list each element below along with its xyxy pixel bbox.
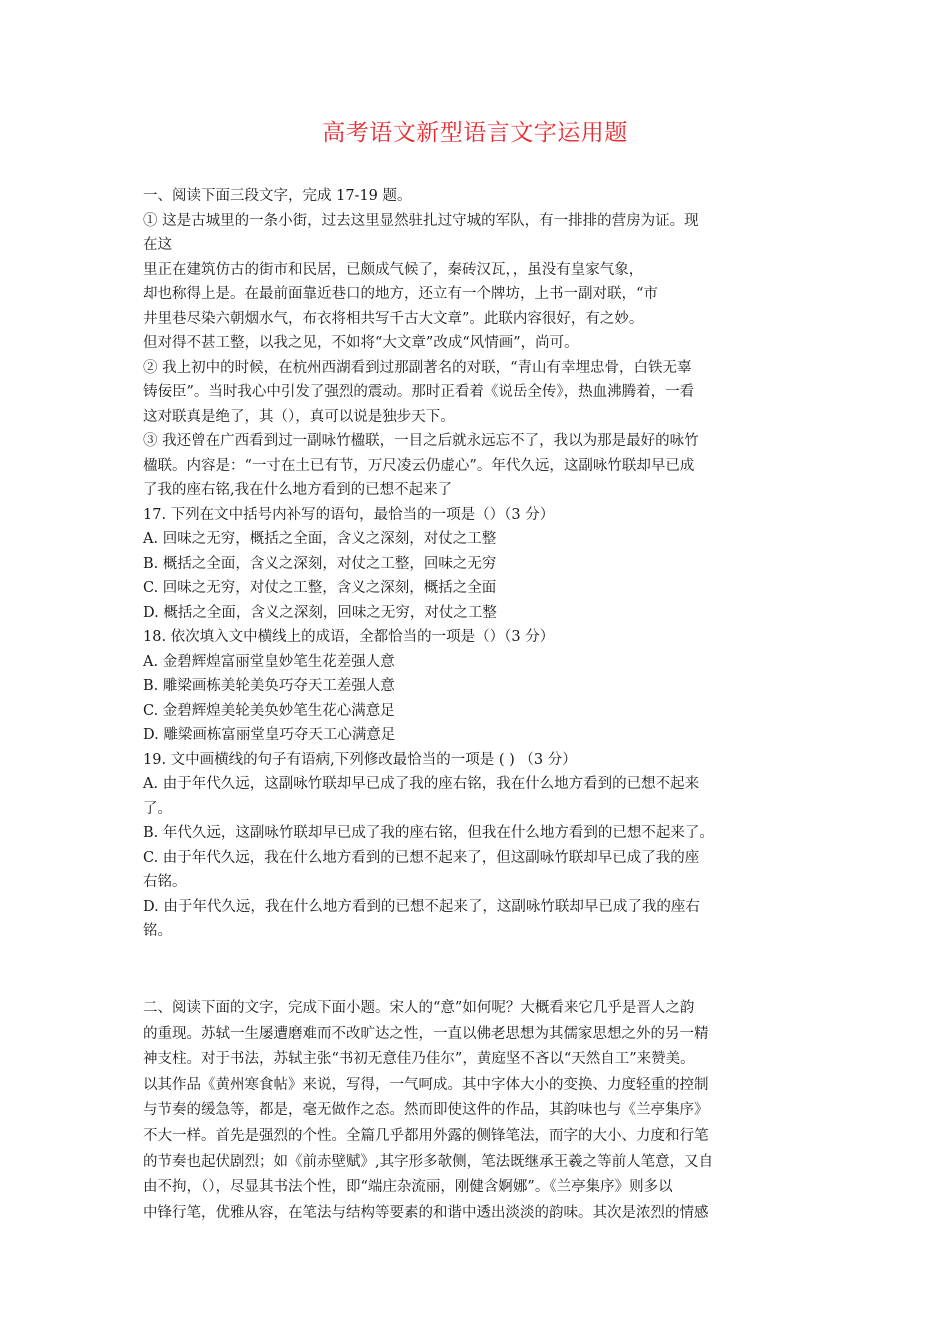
- text-line: C. 回味之无穷，对仗之工整，含义之深刻，概括之全面: [143, 580, 497, 596]
- text-line: 里正在建筑仿古的街市和民居，已颇成气候了，秦砖汉瓦，，虽没有皇家气象，: [143, 261, 644, 278]
- section-one: [143, 184, 823, 944]
- text-line: ② 我上初中的时候，在杭州西湖看到过那副著名的对联，“青山有幸埋忠骨，白铁无辜: [143, 359, 692, 376]
- text-line: 17. 下列在文中括号内补写的语句，最恰当的一项是（）（3 分）: [143, 506, 555, 523]
- text-line: 楹联。内容是：“一寸在土已有节，万尺凌云仍虚心”。年代久远，这副咏竹联却早已成: [143, 457, 695, 474]
- text-line: 神支柱。对于书法，苏轼主张“书初无意佳乃佳尔”，黄庭坚不吝以“天然自工”来赞美。: [143, 1051, 695, 1068]
- text-line: 了。: [143, 800, 172, 817]
- text-line: C. 由于年代久远，我在什么地方看到的已想不起来了，但这副咏竹联却早已成了我的座: [143, 849, 700, 866]
- text-line: 这对联真是绝了，其（），真可以说是独步天下。: [143, 408, 455, 425]
- text-line: ① 这是古城里的一条小街，过去这里显然驻扎过守城的军队，有一排排的营房为证。现: [143, 212, 699, 229]
- text-line: C. 金碧辉煌美轮美奂妙笔生花心满意足: [143, 702, 395, 719]
- text-line: D. 概括之全面，含义之深刻，回味之无穷，对仗之工整: [143, 604, 497, 621]
- text-line: B. 概括之全面，含义之深刻，对仗之工整，回味之无穷: [143, 555, 497, 572]
- text-line: 铸佞臣”。当时我心中引发了强烈的震动。那时正看着《说岳全传》，热血沸腾着，一看: [143, 384, 695, 400]
- text-line: 与节奏的缓急等，都是，毫无做作之态。然而即使这件的作品，其韵味也与《兰亭集序》: [143, 1102, 709, 1119]
- text-line: 的节奏也起伏剧烈；如《前赤壁赋》,其字形多欹侧，笔法既继承王羲之等前人笔意，又自: [143, 1153, 714, 1170]
- text-line: 右铭。: [143, 874, 187, 890]
- text-line: D. 雕梁画栋富丽堂皇巧夺天工心满意足: [143, 727, 396, 743]
- text-line: A. 回味之无穷，概括之全面，含义之深刻，对仗之工整: [143, 531, 497, 547]
- text-line: 但对得不甚工整，以我之见，不如将“大文章”改成“风情画”，尚可。: [143, 335, 579, 351]
- text-line: B. 年代久远，这副咏竹联却早已成了我的座右铭，但我在什么地方看到的已想不起来了。: [143, 825, 714, 841]
- text-line: 二、阅读下面的文字，完成下面小题。宋人的“意”如何呢？大概看来它几乎是晋人之韵: [143, 1000, 695, 1016]
- text-line: B. 雕梁画栋美轮美奂巧夺天工差强人意: [143, 678, 395, 694]
- text-line: D. 由于年代久远，我在什么地方看到的已想不起来了，这副咏竹联却早已成了我的座右: [143, 898, 700, 915]
- text-line: 铭。: [143, 923, 172, 939]
- text-line: 了我的座右铭,我在什么地方看到的已想不起来了: [143, 482, 453, 498]
- document-title: 高考语文新型语言文字运用题: [322, 120, 628, 146]
- section-two: [143, 996, 823, 1226]
- text-line: 由不拘，（），尽显其书法个性，即“端庄杂流丽，刚健含婀娜”。《兰亭集序》则多以: [143, 1179, 673, 1196]
- text-line: A. 由于年代久远，这副咏竹联却早已成了我的座右铭，我在什么地方看到的已想不起来: [143, 776, 700, 792]
- text-line: 18. 依次填入文中横线上的成语，全都恰当的一项是（）（3 分）: [143, 629, 555, 645]
- text-line: 却也称得上是。在最前面靠近巷口的地方，还立有一个牌坊，上书一副对联，“市: [143, 286, 658, 302]
- text-line: A. 金碧辉煌富丽堂皇妙笔生花差强人意: [143, 653, 395, 670]
- text-line: 的重现。苏轼一生屡遭磨难而不改旷达之性，一直以佛老思想为其儒家思想之外的另一精: [143, 1025, 709, 1042]
- text-line: 以其作品《黄州寒食帖》来说，写得，一气呵成。其中字体大小的变换、力度轻重的控制: [143, 1076, 709, 1093]
- text-line: 不大一样。首先是强烈的个性。全篇几乎都用外露的侧锋笔法，而字的大小、力度和行笔: [143, 1127, 709, 1144]
- text-line: 中锋行笔，优雅从容，在笔法与结构等要素的和谐中透出淡淡的韵味。其次是浓烈的情感: [143, 1204, 709, 1221]
- text-line: 在这: [143, 237, 172, 253]
- text-line: ③ 我还曾在广西看到过一副咏竹楹联，一目之后就永远忘不了，我以为那是最好的咏竹: [143, 433, 699, 449]
- text-line: 井里巷尽染六朝烟水气，布衣将相共写千古大文章”。此联内容很好，有之妙。: [143, 310, 644, 327]
- text-line: 一、阅读下面三段文字，完成 17-19 题。: [143, 188, 412, 204]
- text-line: 19. 文中画横线的句子有语病,下列修改最恰当的一项是 ( ) （3 分）: [143, 751, 577, 768]
